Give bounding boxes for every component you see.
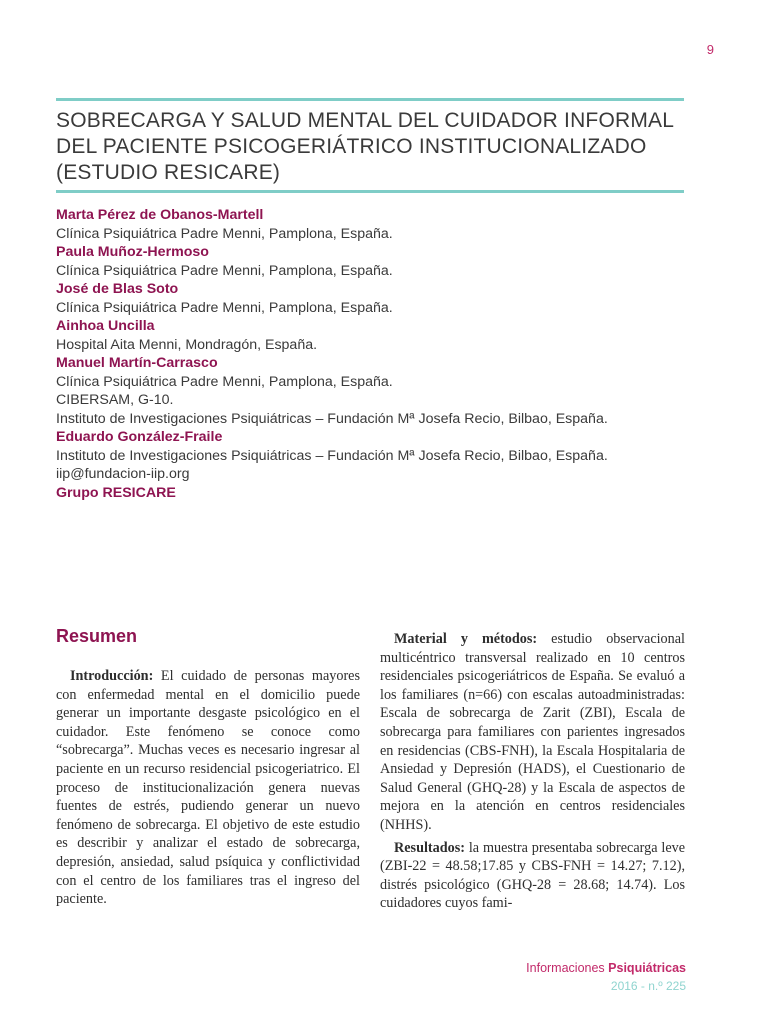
author-group-name: Grupo RESICARE bbox=[56, 484, 176, 501]
author-name: Marta Pérez de Obanos-Martell bbox=[56, 207, 264, 223]
author-name: Paula Muñoz-Hermoso bbox=[56, 244, 209, 260]
abstract-column-left bbox=[56, 626, 360, 909]
abstract-heading: Resumen bbox=[56, 626, 138, 646]
article-title: SOBRECARGA Y SALUD MENTAL DEL CUIDADOR INFORMAL DEL PACIENTE PSICOGERIÁTRICO INSTITUCIONALIZADO (ESTUDIO RESICARE) bbox=[56, 109, 674, 184]
material-label: Material y métodos: bbox=[394, 631, 538, 647]
page-number: 9 bbox=[706, 42, 714, 57]
author-name: Manuel Martín-Carrasco bbox=[56, 355, 218, 371]
resultados-paragraph bbox=[380, 839, 685, 913]
abstract-column-right bbox=[380, 630, 685, 913]
author-affiliation: Instituto de Investigaciones Psiquiátricas – Fundación Mª Josefa Recio, Bilbao, España. bbox=[56, 447, 608, 464]
author-name: José de Blas Soto bbox=[56, 281, 179, 297]
introduccion-paragraph bbox=[56, 667, 360, 909]
author-affiliation: Hospital Aita Menni, Mondragón, España. bbox=[56, 336, 318, 353]
author-name: Ainhoa Uncilla bbox=[56, 318, 155, 334]
introduccion-label: Introducción: bbox=[70, 668, 154, 684]
resultados-text: la muestra presentaba sobrecarga leve (ZBI-22 = 48.58;17.85 y CBS-FNH = 14.27; 7.12), distrés psicológico (GHQ-28 = 28.68; 14.74). Los cuidadores cuyos fami- bbox=[380, 839, 686, 912]
author-affiliation: Clínica Psiquiátrica Padre Menni, Pamplona, España. bbox=[56, 262, 393, 279]
material-text: estudio observacional multicéntrico transversal realizado en 10 centros residenciales psicogeriátricos de España. Se evaluó a los familiares (n=66) con escalas autoadministradas: Escala de sobrecarga de Zarit (ZBI), Escala de sobrecarga para familiares con parientes ingresados en residencias (CBS-FNH), la Escala Hospitalaria de Ansiedad y Depresión (HADS), el Cuestionario de Salud General (GHQ-28) y la Escala de aspectos de mejora en la atención en centros residenciales (NHHS). bbox=[380, 631, 685, 833]
journal-name-prefix: Informaciones bbox=[526, 961, 605, 975]
author-affiliation: Instituto de Investigaciones Psiquiátricas – Fundación Mª Josefa Recio, Bilbao, España. bbox=[56, 410, 608, 427]
journal-name-bold: Psiquiátricas bbox=[608, 961, 686, 975]
author-name: Eduardo González-Fraile bbox=[56, 429, 223, 445]
journal-name bbox=[520, 961, 686, 975]
author-list bbox=[56, 206, 696, 502]
resultados-label: Resultados: bbox=[394, 839, 465, 856]
title-rule-bottom bbox=[56, 190, 684, 193]
author-email: iip@fundacion-iip.org bbox=[56, 466, 190, 482]
author-affiliation: CIBERSAM, G-10. bbox=[56, 392, 174, 408]
introduccion-text: El cuidado de personas mayores con enfermedad mental en el domicilio puede generar un importante desgaste psicológico en el cuidador. Este fenómeno se conoce como “sobrecarga”. Muchas veces es necesario ingresar al paciente en un recurso residencial psicogeriatrico. El proceso de institucionalización genera nuevas fuentes de estrés, pudiendo generar un nuevo fenómeno de sobrecarga. El objetivo de este estudio es describir y analizar el estado de sobrecarga, depresión, ansiedad, salud psíquica y conflictividad con el centro de los familiares tras el ingreso del paciente. bbox=[56, 668, 360, 908]
title-rule-top bbox=[56, 98, 684, 101]
material-paragraph bbox=[380, 630, 685, 835]
author-affiliation: Clínica Psiquiátrica Padre Menni, Pamplona, España. bbox=[56, 373, 393, 390]
author-affiliation: Clínica Psiquiátrica Padre Menni, Pamplona, España. bbox=[56, 225, 393, 242]
author-affiliation: Clínica Psiquiátrica Padre Menni, Pamplona, España. bbox=[56, 299, 393, 316]
journal-issue: 2016 - n.º 225 bbox=[610, 979, 686, 993]
